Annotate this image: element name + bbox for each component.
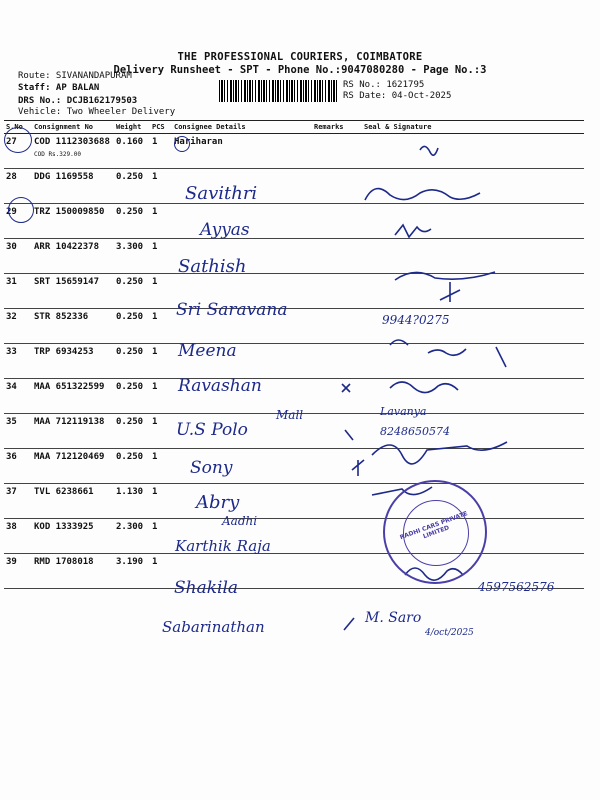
row-consignment-no-text: MAA 712120469	[34, 452, 105, 462]
row-weight-text: 1.130	[116, 487, 144, 497]
handwritten-name: Sony	[190, 458, 233, 478]
handwritten-name: Sathish	[178, 256, 247, 277]
col-header-remarks: Remarks	[312, 121, 362, 134]
row-pcs-text: 1	[152, 347, 158, 357]
remark-mark	[342, 384, 350, 392]
row-pcs-text: 1	[152, 487, 158, 497]
row-sno-text: 28	[6, 172, 17, 182]
row-sno-text: 27	[6, 137, 17, 147]
page-subtitle: Delivery Runsheet - SPT - Phone No.:9047080280 - Page No.:3	[113, 64, 487, 76]
row-pcs-text: 1	[152, 242, 158, 252]
row-weight-text: 0.250	[116, 417, 144, 427]
cod-amount-note: COD Rs.329.00	[34, 151, 81, 158]
company-stamp	[383, 480, 487, 584]
col-header-consignee: Consignee Details	[172, 121, 312, 134]
row-sno-text: 32	[6, 312, 17, 322]
row-weight-text: 0.250	[116, 172, 144, 182]
row-consignment-no-text: KOD 1333925	[34, 522, 94, 532]
row-pcs-text: 1	[152, 277, 158, 287]
row-weight-text: 0.250	[116, 382, 144, 392]
signature-scribble	[372, 442, 507, 464]
stamp-text: RADHI CARS PRIVATE LIMITED	[398, 510, 469, 542]
row-consignment-no-text: TRZ 150009850	[34, 207, 105, 217]
handwritten-phone: 9944?0275	[382, 313, 450, 327]
row-consignment-no-text: STR 852336	[34, 312, 89, 322]
vehicle-label: Vehicle: Two Wheeler Delivery	[18, 107, 176, 117]
row-consignment-no-text: ARR 10422378	[34, 242, 100, 252]
row-weight-text: 0.250	[116, 312, 144, 322]
row-consignment-no-text: MAA 651322599	[34, 382, 105, 392]
route-label: Route: SIVANANDAPURAM	[18, 71, 132, 81]
row-weight-text: 2.300	[116, 522, 144, 532]
col-header-weight: Weight	[114, 121, 150, 134]
handwritten-name: Karthik Raja	[175, 537, 271, 555]
remark-mark	[344, 618, 354, 630]
row-weight-text: 3.190	[116, 557, 144, 567]
remark-mark	[352, 460, 364, 476]
handwritten-name: U.S Polo	[176, 420, 248, 440]
handwritten-name: Sri Saravana	[176, 300, 288, 320]
row-sno-text: 36	[6, 452, 17, 462]
col-header-pcs: PCS	[150, 121, 172, 134]
row-sno-text: 33	[6, 347, 17, 357]
row-weight-text: 0.160	[116, 137, 144, 147]
row-pcs-text: 1	[152, 557, 158, 567]
handwritten-signature-text: Lavanya	[380, 405, 427, 418]
handwritten-name: Sabarinathan	[162, 618, 265, 636]
signature-scribble	[390, 340, 506, 367]
handwritten-signature-text: M. Saro	[365, 610, 422, 626]
row-pcs-text: 1	[152, 172, 158, 182]
row-pcs-text: 1	[152, 452, 158, 462]
rs-date: RS Date: 04-Oct-2025	[343, 91, 452, 101]
row-sno-text: 38	[6, 522, 17, 532]
row-consignment-no-text: TVL 6238661	[34, 487, 94, 497]
staff-label: Staff: AP BALAN	[18, 83, 100, 93]
row-consignment-no-text: DDG 1169558	[34, 172, 94, 182]
row-consignment-no-text: MAA 712119138	[34, 417, 105, 427]
signature-scribble	[440, 282, 460, 302]
row-pcs-text: 1	[152, 382, 158, 392]
row-sno-text: 39	[6, 557, 17, 567]
handwritten-name: Abry	[196, 492, 240, 513]
signature-scribble	[420, 146, 438, 155]
row-weight-text: 0.250	[116, 452, 144, 462]
col-header-signature: Seal & Signature	[362, 121, 584, 134]
row-consignment-no-text: RMD 1708018	[34, 557, 94, 567]
row-consignment-no-text: SRT 15659147	[34, 277, 100, 287]
col-header-sno: S.No	[4, 121, 32, 134]
handwritten-phone: 8248650574	[380, 425, 450, 438]
signature-scribble	[395, 225, 431, 237]
drs-label: DRS No.: DCJB162179503	[18, 96, 138, 106]
handwritten-note: Mall	[276, 408, 304, 422]
row-consignment-no-text: COD 1112303688	[34, 137, 110, 147]
handwritten-name: Shakila	[174, 578, 239, 598]
signature-scribble	[365, 189, 480, 200]
page-title: THE PROFESSIONAL COURIERS, COIMBATORE	[177, 51, 423, 63]
handwritten-name: Ravashan	[178, 376, 262, 396]
signature-scribble	[390, 382, 458, 393]
row-weight-text: 0.250	[116, 277, 144, 287]
row-weight-text: 0.250	[116, 207, 144, 217]
row-consignee-text: Hariharan	[174, 137, 223, 147]
row-weight-text: 0.250	[116, 347, 144, 357]
col-header-consignment: Consignment No	[32, 121, 114, 134]
row-pcs-text: 1	[152, 522, 158, 532]
row-sno-text: 30	[6, 242, 17, 252]
row-sno-text: 31	[6, 277, 17, 287]
handwritten-name: Aadhi	[222, 514, 258, 528]
row-sno-text: 34	[6, 382, 17, 392]
handwritten-name: Meena	[178, 341, 237, 361]
row-sno-text: 35	[6, 417, 17, 427]
row-pcs-text: 1	[152, 312, 158, 322]
signature-scribble	[395, 272, 495, 280]
row-pcs-text: 1	[152, 207, 158, 217]
handwritten-date: 4/oct/2025	[425, 628, 474, 638]
row-consignment-no-text: TRP 6934253	[34, 347, 94, 357]
rs-no: RS No.: 1621795	[343, 80, 425, 90]
row-sno-text: 37	[6, 487, 17, 497]
row-pcs-text: 1	[152, 417, 158, 427]
row-weight-text: 3.300	[116, 242, 144, 252]
remark-mark	[345, 430, 353, 440]
row-sno-text: 29	[6, 207, 17, 217]
row-pcs-text: 1	[152, 137, 158, 147]
handwritten-name: Ayyas	[200, 220, 250, 240]
handwritten-phone: 4597562576	[478, 580, 555, 594]
handwritten-name: Savithri	[185, 183, 258, 204]
